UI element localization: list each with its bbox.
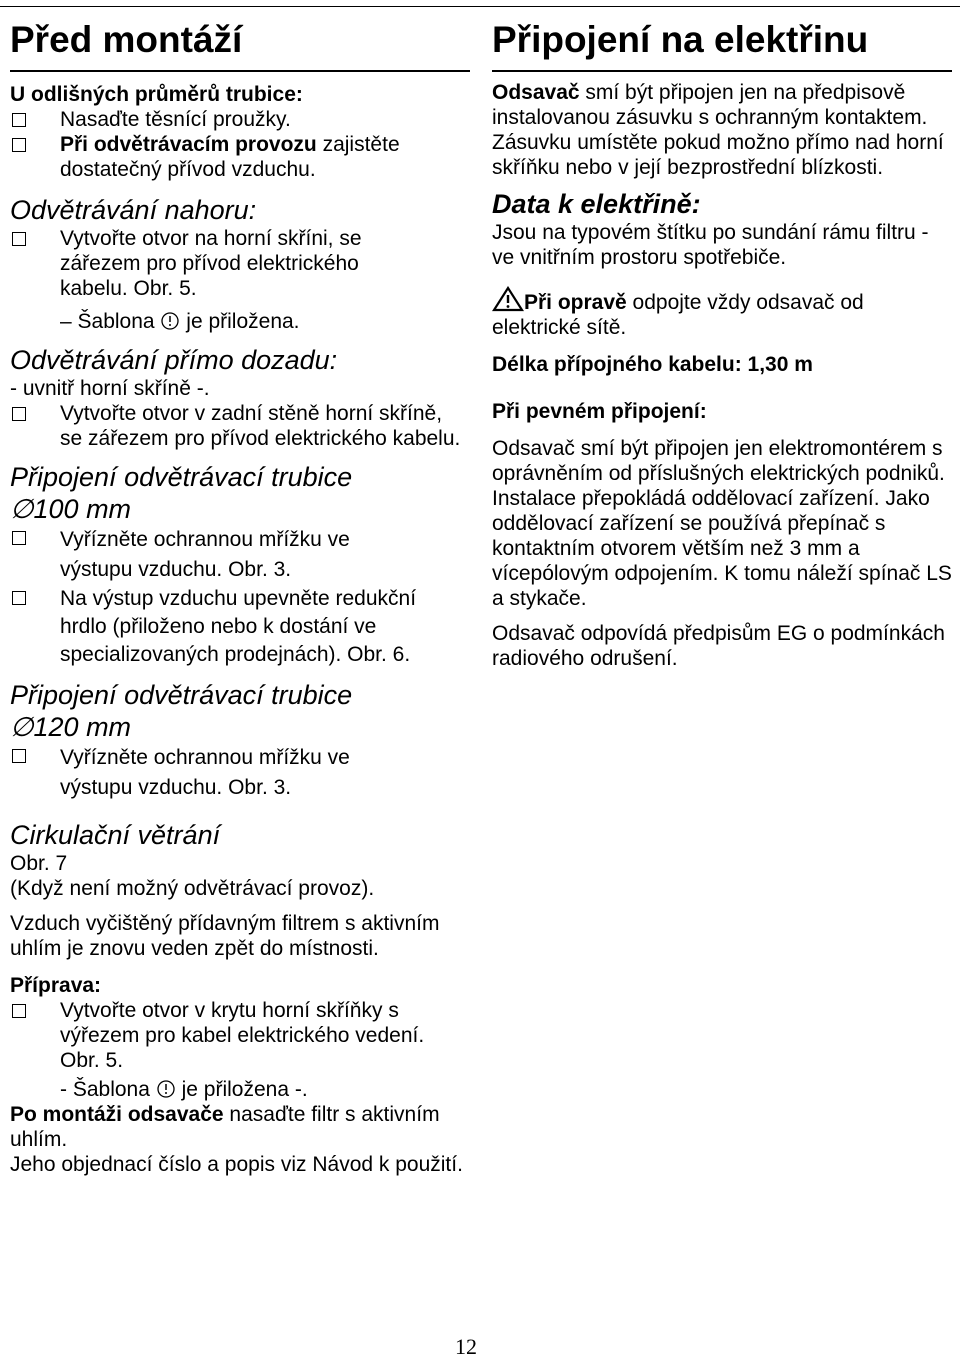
order-note: Jeho objednací číslo a popis viz Návod k použití.: [10, 1153, 463, 1176]
diameter-heading: U odlišných průměrů trubice:: [10, 83, 303, 106]
checkbox-bullet-icon: [12, 138, 26, 152]
checkbox-bullet-icon: [12, 749, 26, 763]
recirculation-heading: Cirkulační větrání: [10, 820, 221, 850]
recirculation-text: Vzduch vyčištěný přídavným filtrem s aktivním uhlím je znovu veden zpět do místnosti.: [10, 912, 440, 960]
electrical-data-heading: Data k elektřině:: [492, 189, 701, 219]
list-item: Vytvořte otvor v krytu horní skříňky s výřezem pro kabel elektrického vedení. Obr. 5.: [10, 998, 470, 1073]
fixed-connection-heading: Při pevném připojení:: [492, 400, 707, 423]
list-item: Vytvořte otvor v zadní stěně horní skříně, se zářezem pro přívod elektrického kabelu.: [10, 401, 470, 451]
electrical-intro: Odsavač smí být připojen jen na předpisově instalovanou zásuvku s ochranným kontaktem.: [492, 81, 928, 129]
checkbox-bullet-icon: [12, 407, 26, 421]
duct-120-diameter: ∅120 mm: [10, 712, 132, 742]
vent-back-note: - uvnitř horní skříně -.: [10, 377, 210, 400]
recirculation-note: (Když není možný odvětrávací provoz).: [10, 877, 375, 900]
eg-compliance-text: Odsavač odpovídá předpisům EG o podmínkách radiového odrušení.: [492, 622, 945, 670]
page-number: 12: [455, 1334, 477, 1359]
list-item: Při odvětrávacím provozu zajistěte dostatečný přívod vzduchu.: [10, 132, 470, 182]
vent-back-heading: Odvětrávání přímo dozadu:: [10, 345, 338, 375]
template-note: - Šablona je přiložena -.: [60, 1078, 308, 1101]
list-item: Nasaďte těsnící proužky.: [10, 107, 470, 132]
cable-length-heading: Délka přípojného kabelu: 1,30 m: [492, 353, 813, 376]
checkbox-bullet-icon: [12, 1004, 26, 1018]
duct-100-diameter: ∅100 mm: [10, 494, 132, 524]
warning-icon: [492, 286, 524, 312]
template-symbol-icon: [160, 311, 180, 331]
vent-up-heading: Odvětrávání nahoru:: [10, 195, 257, 225]
list-item: Na výstup vzduchu upevněte redukční hrdlo (přiloženo nebo k dostání ve specializovaných prodejnách). Obr. 6.: [10, 585, 470, 669]
socket-placement: Zásuvku umístěte pokud možno přímo nad horní skříňku nebo v její bezprostřední blízkosti.: [492, 131, 944, 179]
list-item: Vytvořte otvor na horní skříni, se zářezem pro přívod elektrického kabelu. Obr. 5.: [10, 226, 470, 301]
filter-note: Po montáži odsavače nasaďte filtr s aktivním uhlím.: [10, 1103, 440, 1151]
duct-100-heading: Připojení odvětrávací trubice: [10, 462, 353, 492]
repair-warning: Při opravě odpojte vždy odsavač od elektrické sítě.: [492, 286, 952, 340]
checkbox-bullet-icon: [12, 232, 26, 246]
section-title-electrical: Připojení na elektřinu: [492, 0, 952, 72]
preparation-heading: Příprava:: [10, 974, 102, 997]
duct-120-heading: Připojení odvětrávací trubice: [10, 680, 353, 710]
list-item: Vyřízněte ochrannou mřížku ve výstupu vzduchu. Obr. 3.: [10, 525, 470, 585]
template-symbol-icon: [156, 1079, 176, 1099]
section-title-before-installation: Před montáží: [10, 0, 470, 72]
template-note: – Šablona je přiložena.: [60, 310, 300, 333]
checkbox-bullet-icon: [12, 531, 26, 545]
fixed-connection-text: Odsavač smí být připojen jen elektromontérem s oprávněním od příslušných elektrických podniků. Instalace přepokládá oddělovací zařízení. Jako oddělovací zařízení se používá přepínač s kontaktním otvorem větším než 3 mm a vícepólovým odpojením. K tomu náleží spínač LS a stykače.: [492, 437, 952, 610]
left-column: [10, 0, 470, 1177]
electrical-data-text: Jsou na typovém štítku po sundání rámu filtru - ve vnitřním prostoru spotřebiče.: [492, 221, 929, 269]
checkbox-bullet-icon: [12, 591, 26, 605]
recirculation-figure-ref: Obr. 7: [10, 852, 68, 875]
right-column: [492, 0, 952, 671]
list-item: Vyřízněte ochrannou mřížku ve výstupu vzduchu. Obr. 3.: [10, 743, 470, 803]
checkbox-bullet-icon: [12, 113, 26, 127]
